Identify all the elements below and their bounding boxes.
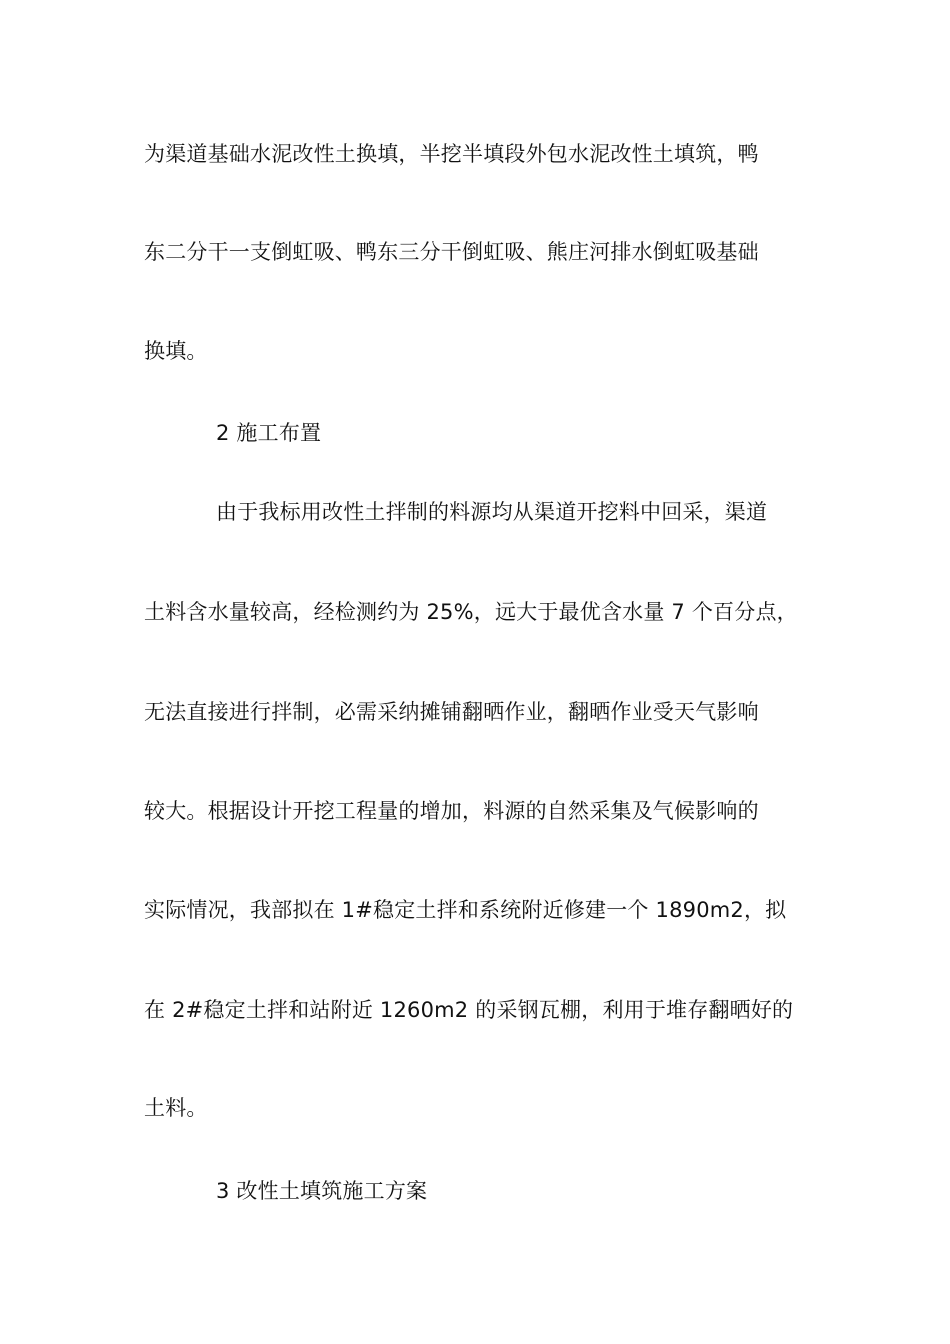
paragraph-line: 换填。 bbox=[144, 339, 208, 363]
section-heading: 3 改性土填筑施工方案 bbox=[216, 1179, 428, 1203]
paragraph-line: 由于我标用改性土拌制的料源均从渠道开挖料中回采，渠道 bbox=[216, 500, 768, 524]
section-heading: 2 施工布置 bbox=[216, 421, 322, 445]
paragraph-line: 较大。根据设计开挖工程量的增加，料源的自然采集及气候影响的 bbox=[144, 799, 759, 823]
paragraph-line: 为渠道基础水泥改性土换填，半挖半填段外包水泥改性土填筑，鸭 bbox=[144, 142, 759, 166]
paragraph-line: 土料。 bbox=[144, 1096, 208, 1120]
paragraph-line: 无法直接进行拌制，必需采纳摊铺翻晒作业，翻晒作业受天气影响 bbox=[144, 700, 759, 724]
paragraph-line: 实际情况，我部拟在 1#稳定土拌和系统附近修建一个 1890m2，拟 bbox=[144, 898, 787, 922]
paragraph-line: 在 2#稳定土拌和站附近 1260m2 的采钢瓦棚，利用于堆存翻晒好的 bbox=[144, 998, 794, 1022]
paragraph-line: 土料含水量较高，经检测约为 25%，远大于最优含水量 7 个百分点， bbox=[144, 600, 798, 624]
paragraph-line: 东二分干一支倒虹吸、鸭东三分干倒虹吸、熊庄河排水倒虹吸基础 bbox=[144, 240, 759, 264]
